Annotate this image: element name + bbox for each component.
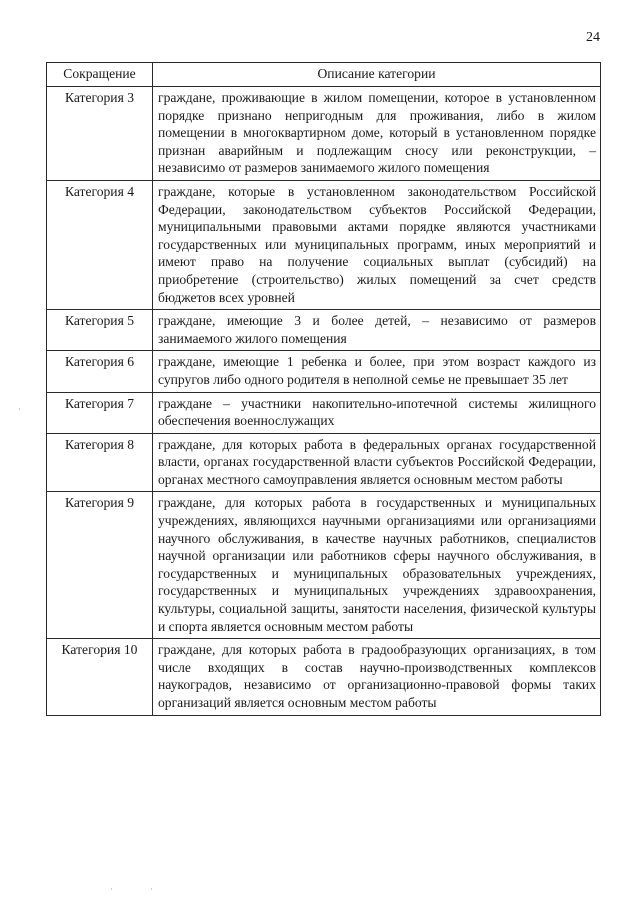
scan-speck: · [110,884,113,894]
category-abbreviation: Категория 3 [47,87,153,181]
header-abbreviation: Сокращение [47,63,153,87]
table-row [47,351,601,392]
header-description: Описание категории [153,63,601,87]
category-description: граждане – участники накопительно-ипотечной системы жилищного обеспечения военнослужащих [153,392,601,433]
table-row [47,310,601,351]
category-description: граждане, для которых работа в градообразующих организациях, в том числе входящих в состав научно-производственных комплексов наукоградов, независимо от организационно-правовой формы таких организаций является основным местом работы [153,639,601,715]
category-description: граждане, которые в установленном законодательством Российской Федерации, законодательством субъектов Российской Федерации, муниципальными правовыми актами порядке являются участниками государственных или муниципальных программ, иных мероприятий и имеют право на получение социальных выплат (субсидий) на приобретение (строительство) жилых помещений за счет средств бюджетов всех уровней [153,180,601,309]
category-description: граждане, имеющие 1 ребенка и более, при этом возраст каждого из супругов либо одного родителя в неполной семье не превышает 35 лет [153,351,601,392]
category-abbreviation: Категория 9 [47,492,153,639]
scan-speck: · [18,404,21,414]
table-header-row [47,63,601,87]
table-row [47,639,601,715]
scan-speck: · [150,884,153,894]
category-abbreviation: Категория 8 [47,433,153,492]
category-abbreviation: Категория 4 [47,180,153,309]
category-description: граждане, проживающие в жилом помещении, которое в установленном порядке признано непригодным для проживания, либо в жилом помещении в многоквартирном доме, который в установленном порядке признан аварийным и подлежащим сносу или реконструкции, – независимо от размеров занимаемого жилого помещения [153,87,601,181]
category-description: граждане, для которых работа в государственных и муниципальных учреждениях, являющихся научными организациями или организациями научного обслуживания, в качестве научных работников, специалистов научной организации или работников сферы научного обслуживания, в государственных и муниципальных образовательных учреждениях, государственных и муниципальных учреждениях здравоохранения, культуры, социальной защиты, занятости населения, физической культуры и спорта является основным местом работы [153,492,601,639]
category-abbreviation: Категория 6 [47,351,153,392]
category-description: граждане, имеющие 3 и более детей, – независимо от размеров занимаемого жилого помещения [153,310,601,351]
table-row [47,433,601,492]
table-row [47,392,601,433]
category-table [46,62,601,716]
category-abbreviation: Категория 7 [47,392,153,433]
table-row [47,492,601,639]
table-row [47,87,601,181]
table-row [47,180,601,309]
category-description: граждане, для которых работа в федеральных органах государственной власти, органах государственной власти субъектов Российской Федерации, органах местного самоуправления является основным местом работы [153,433,601,492]
category-abbreviation: Категория 5 [47,310,153,351]
category-abbreviation: Категория 10 [47,639,153,715]
page-number: 24 [586,30,600,45]
